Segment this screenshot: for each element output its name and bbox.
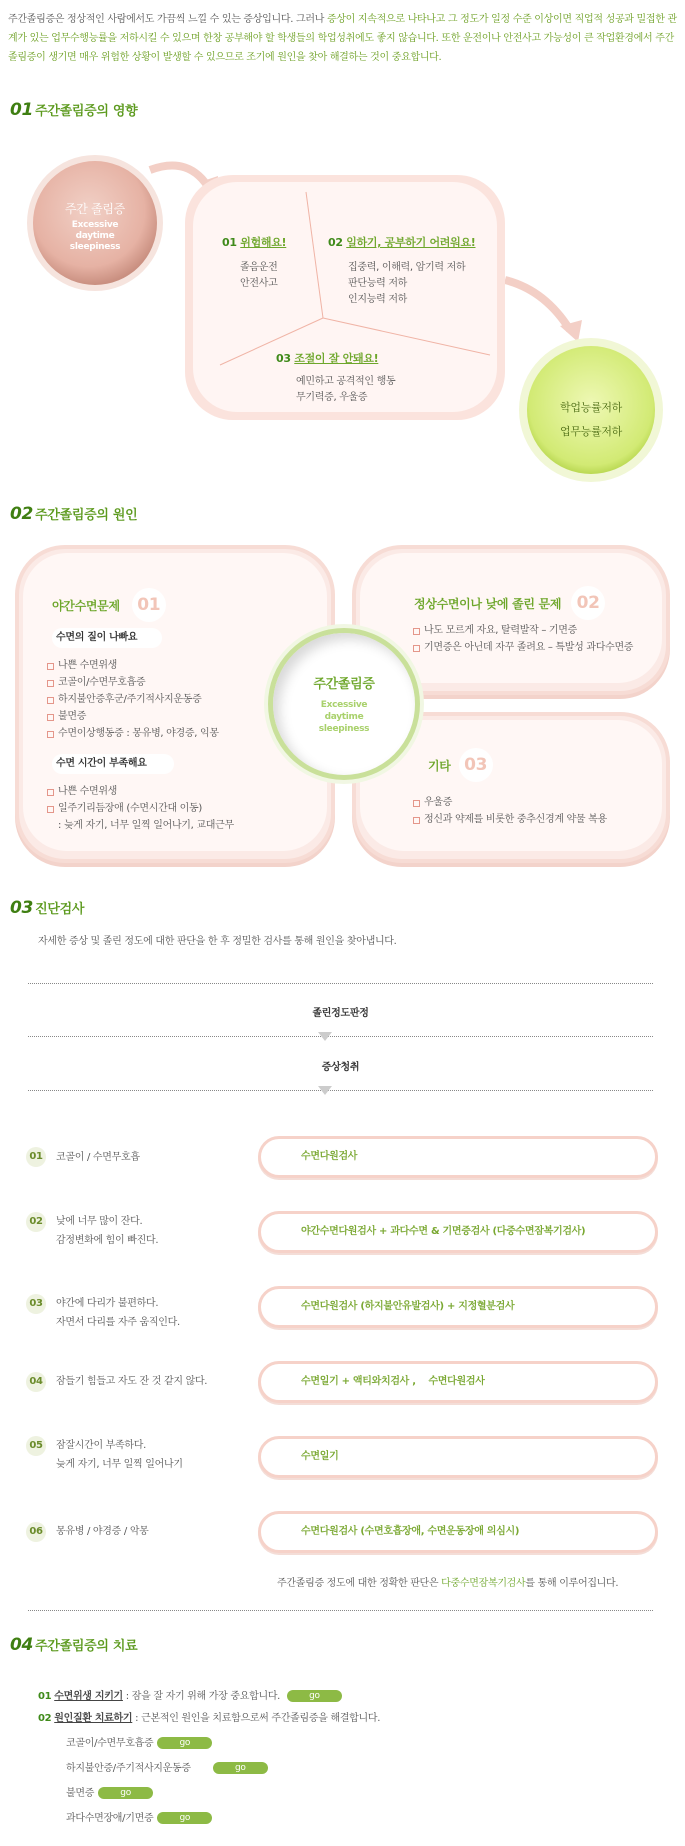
test-note bbox=[277, 1574, 618, 1589]
cause-title: 정상수면이나 낮에 졸린 문제 bbox=[414, 596, 562, 611]
effect-num: 01 bbox=[222, 236, 237, 249]
center-circle-text bbox=[273, 675, 415, 735]
symptom-line: 야간에 다리가 불편하다. bbox=[56, 1298, 159, 1309]
treatment-num: 01 bbox=[38, 1691, 52, 1702]
test-row-symptom bbox=[56, 1372, 207, 1391]
test-row-symptom bbox=[56, 1212, 158, 1250]
circle-en: daytime bbox=[75, 231, 115, 241]
note-highlight: 다중수면잠복기검사 bbox=[441, 1578, 526, 1589]
effect-item: 무기력증, 우울증 bbox=[296, 392, 368, 403]
cause-subtitle: 수면 시간이 부족해요 bbox=[52, 754, 174, 774]
treatment-num: 02 bbox=[38, 1713, 52, 1724]
center-circle bbox=[268, 628, 420, 780]
result-line: 학업능률저하 bbox=[560, 401, 622, 414]
cause-number: 01 bbox=[132, 588, 166, 622]
go-button[interactable]: go bbox=[157, 1812, 212, 1824]
effects-diagram-art bbox=[0, 120, 685, 520]
effect-title-text: 조절이 잘 안돼요! bbox=[294, 352, 379, 365]
treatment-desc: : 근본적인 원인을 치료함으로써 주간졸림증을 해결합니다. bbox=[132, 1713, 381, 1724]
step-1: 졸린정도판정 bbox=[312, 1008, 369, 1019]
center-en: Excessive bbox=[320, 700, 368, 710]
intro-paragraph bbox=[8, 10, 678, 67]
section-number: 04 bbox=[10, 1635, 34, 1655]
treatment-sub-item bbox=[66, 1760, 268, 1778]
test-pill: 수면다원검사 (하지불안유발검사) + 지정혈분검사 bbox=[258, 1286, 658, 1328]
cause-item: 코골이/수면무호흡증 bbox=[46, 674, 286, 691]
section-title-text: 주간졸림증의 원인 bbox=[35, 508, 138, 523]
symptom-line: 낮에 너무 많이 잔다. bbox=[56, 1216, 143, 1227]
circle-en: sleepiness bbox=[69, 242, 121, 252]
cause-item: 수면이상행동증 : 몽유병, 야경증, 익몽 bbox=[46, 725, 286, 742]
center-en: sleepiness bbox=[318, 724, 370, 734]
cause-item: 나쁜 수면위생 bbox=[46, 657, 286, 674]
daytime-list bbox=[412, 622, 662, 656]
effect-list bbox=[296, 374, 395, 406]
divider bbox=[28, 983, 653, 984]
section-number: 03 bbox=[10, 898, 34, 918]
effect-item: 인지능력 저하 bbox=[348, 294, 408, 305]
go-button[interactable]: go bbox=[213, 1762, 268, 1774]
symptom-line: 잠들기 힘들고 자도 잔 것 같지 않다. bbox=[56, 1376, 208, 1387]
test-pill: 수면일기 + 액티와치검사 , 수면다원검사 bbox=[258, 1361, 658, 1403]
cause-item: 우울증 bbox=[412, 794, 662, 811]
cause-title: 기타 bbox=[428, 758, 451, 773]
section-3-title bbox=[10, 898, 84, 918]
cause-item-sub: : 늦게 자기, 너무 일찍 일어나기, 교대근무 bbox=[58, 820, 234, 831]
etc-panel-header bbox=[428, 748, 493, 782]
cause-item: 하지불안증후군/주기적사지운동증 bbox=[46, 691, 286, 708]
effect-num: 03 bbox=[276, 352, 291, 365]
note-text: 주간졸림증 정도에 대한 정확한 판단은 bbox=[277, 1578, 442, 1589]
step-2: 증상청취 bbox=[321, 1062, 360, 1073]
treatment-sub-label: 하지불안증/주기적사지운동증 bbox=[66, 1763, 191, 1774]
effect-title bbox=[276, 350, 395, 366]
treatment-sub-item bbox=[66, 1810, 212, 1828]
effect-block-3 bbox=[276, 350, 395, 406]
effect-block-2 bbox=[328, 234, 476, 308]
circle-en: Excessive bbox=[71, 220, 119, 230]
effect-title-text: 일하기, 공부하기 어려워요! bbox=[346, 236, 476, 249]
sleepiness-circle bbox=[45, 200, 145, 253]
symptom-line: 늦게 자기, 너무 일찍 일어나기 bbox=[56, 1459, 183, 1470]
test-row-number: 05 bbox=[26, 1436, 46, 1456]
divider bbox=[28, 1090, 653, 1091]
effect-item: 안전사고 bbox=[240, 278, 278, 289]
test-row-symptom bbox=[56, 1148, 140, 1167]
cause-item: 정신과 약제를 비롯한 중추신경계 약물 복용 bbox=[412, 811, 662, 828]
duration-list bbox=[46, 783, 286, 817]
intro-text: 주간졸림증은 정상적인 사람에서도 가끔씩 느낄 수 있는 증상입니다. 그러나 bbox=[8, 14, 327, 25]
symptom-line: 감정변화에 힘이 빠진다. bbox=[56, 1235, 159, 1246]
cause-item: 기면증은 아닌데 자꾸 졸려요 – 특발성 과다수면증 bbox=[412, 639, 662, 656]
center-en: daytime bbox=[324, 712, 364, 722]
cause-item: 나도 모르게 자요, 탈력발작 – 기면증 bbox=[412, 622, 662, 639]
right-panel-header bbox=[414, 586, 605, 620]
divider bbox=[28, 1610, 653, 1611]
effect-num: 02 bbox=[328, 236, 343, 249]
effect-item: 졸음운전 bbox=[240, 262, 278, 273]
treatment-sub-label: 과다수면장애/기면증 bbox=[66, 1813, 154, 1824]
cause-item: 일주기리듬장애 (수면시간대 이동) bbox=[46, 800, 286, 817]
treatment-sub-item bbox=[66, 1785, 153, 1803]
section-1-title bbox=[10, 100, 137, 120]
symptom-line: 잠잘시간이 부족하다. bbox=[56, 1440, 146, 1451]
quality-list bbox=[46, 657, 286, 742]
treatment-2 bbox=[38, 1710, 380, 1728]
section-title-text: 진단검사 bbox=[35, 902, 85, 917]
go-button[interactable]: go bbox=[287, 1690, 342, 1702]
treatment-sub-label: 코골이/수면무호흡증 bbox=[66, 1738, 154, 1749]
section-title-text: 주간졸림증의 영향 bbox=[35, 104, 138, 119]
cause-title: 야간수면문제 bbox=[52, 598, 120, 613]
cause-number: 02 bbox=[571, 586, 605, 620]
etc-list bbox=[412, 794, 662, 828]
section-2-title bbox=[10, 504, 137, 524]
test-row-symptom bbox=[56, 1436, 183, 1474]
treatment-title: 수면위생 지키기 bbox=[54, 1691, 123, 1702]
treatment-sub-item bbox=[66, 1735, 212, 1753]
cause-item: 불면증 bbox=[46, 708, 286, 725]
left-panel-header bbox=[52, 588, 166, 622]
test-row-symptom bbox=[56, 1522, 149, 1541]
result-circle bbox=[541, 396, 641, 444]
note-text: 를 통해 이루어집니다. bbox=[525, 1578, 619, 1589]
effect-title-text: 위험해요! bbox=[240, 236, 287, 249]
intro-highlight: 증상이 지속적으로 나타나고 그 정도가 일정 수준 이상이면 직업적 성공과 밀접한 관계가 있는 업무수행능률을 저하시킬 수 있으며 한창 공부해야 할 학생들의 학업성취에도 좋지 않습니다. 또한 운전이나 안전사고 가능성이 큰 작업환경에서 주간졸림증이 생기면 매우 위험한 상황이 발생할 수 있으므로 조기에 원인을 찾아 해결하는 것이 중요합니다. bbox=[8, 14, 677, 63]
divider bbox=[28, 1036, 653, 1037]
cause-subtitle: 수면의 질이 나빠요 bbox=[52, 628, 162, 648]
effect-list bbox=[240, 260, 286, 292]
test-pill: 수면일기 bbox=[258, 1436, 658, 1478]
go-button[interactable]: go bbox=[157, 1737, 212, 1749]
test-row-number: 01 bbox=[26, 1147, 46, 1167]
symptom-line: 코골이 / 수면무호흡 bbox=[56, 1152, 140, 1163]
section-number: 02 bbox=[10, 504, 34, 524]
treatment-title: 원인질환 치료하기 bbox=[54, 1713, 133, 1724]
test-row-symptom bbox=[56, 1294, 180, 1332]
section-number: 01 bbox=[10, 100, 34, 120]
effect-list bbox=[348, 260, 476, 308]
test-pill: 수면다원검사 (수면호흡장애, 수면운동장애 의심시) bbox=[258, 1511, 658, 1553]
effect-block-1 bbox=[222, 234, 286, 292]
treatment-desc: : 잠을 잘 자기 위해 가장 중요합니다. bbox=[122, 1691, 281, 1702]
cause-number: 03 bbox=[459, 748, 493, 782]
test-pill: 수면다원검사 bbox=[258, 1136, 658, 1178]
effect-item: 예민하고 공격적인 행동 bbox=[296, 376, 396, 387]
symptom-line: 자면서 다리를 자주 움직인다. bbox=[56, 1317, 180, 1328]
effect-title bbox=[222, 234, 286, 250]
test-pill: 야간수면다원검사 + 과다수면 & 기면증검사 (다중수면잠복기검사) bbox=[258, 1211, 658, 1253]
test-row-number: 04 bbox=[26, 1372, 46, 1392]
effect-title bbox=[328, 234, 476, 250]
center-title: 주간졸림증 bbox=[313, 677, 375, 692]
effect-item: 집중력, 이해력, 암기력 저하 bbox=[348, 262, 466, 273]
effect-item: 판단능력 저하 bbox=[348, 278, 408, 289]
go-button[interactable]: go bbox=[98, 1787, 153, 1799]
section-3-desc: 자세한 증상 및 졸린 정도에 대한 판단을 한 후 정밀한 검사를 통해 원인을 찾아냅니다. bbox=[38, 936, 397, 947]
circle-title: 주간 졸림증 bbox=[65, 202, 125, 216]
section-title-text: 주간졸림증의 치료 bbox=[35, 1639, 138, 1654]
treatment-sub-label: 불면증 bbox=[66, 1788, 95, 1799]
treatment-1 bbox=[38, 1688, 342, 1706]
test-row-number: 02 bbox=[26, 1212, 46, 1232]
test-row-number: 06 bbox=[26, 1522, 46, 1542]
symptom-line: 몽유병 / 야경증 / 악몽 bbox=[56, 1526, 149, 1537]
cause-item: 나쁜 수면위생 bbox=[46, 783, 286, 800]
result-line: 업무능률저하 bbox=[560, 425, 622, 438]
test-row-number: 03 bbox=[26, 1294, 46, 1314]
section-4-title bbox=[10, 1635, 137, 1655]
